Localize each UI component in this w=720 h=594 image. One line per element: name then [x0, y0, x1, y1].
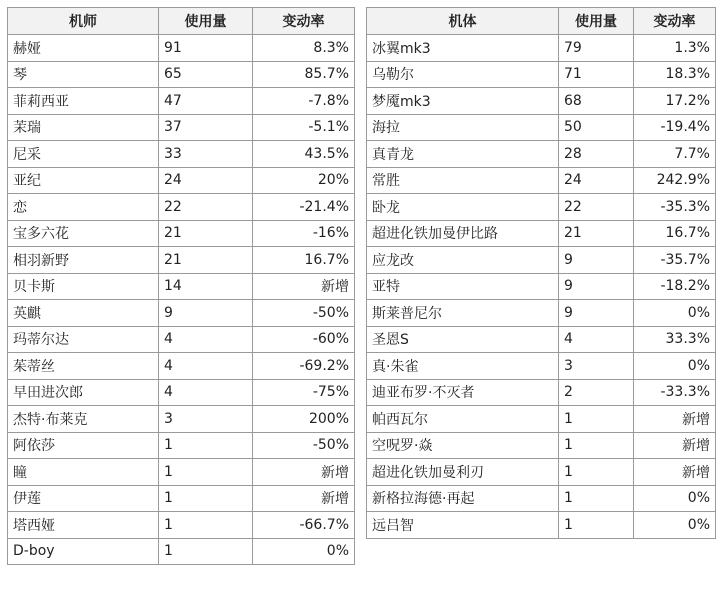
table-row [367, 88, 716, 115]
table-row [367, 485, 716, 512]
name-cell: 卧龙 [367, 194, 559, 221]
usage-cell: 3 [559, 353, 634, 380]
name-cell: 相羽新野 [8, 247, 159, 274]
name-cell: 茱蒂丝 [8, 353, 159, 380]
name-cell: 玛蒂尔达 [8, 326, 159, 353]
name-cell: 常胜 [367, 167, 559, 194]
table-row [367, 406, 716, 433]
table-row [367, 194, 716, 221]
name-cell: 应龙改 [367, 247, 559, 274]
usage-cell: 1 [159, 485, 253, 512]
usage-cell: 1 [159, 512, 253, 539]
name-cell: 菲莉西亚 [8, 88, 159, 115]
change-cell: 8.3% [253, 35, 355, 62]
name-cell: 超进化铁加曼利刃 [367, 459, 559, 486]
name-cell: 乌勒尔 [367, 61, 559, 88]
table-row [367, 379, 716, 406]
change-cell: 0% [634, 353, 716, 380]
table-row [367, 167, 716, 194]
table-row [8, 379, 355, 406]
name-cell: 空呪罗·焱 [367, 432, 559, 459]
usage-cell: 21 [159, 220, 253, 247]
name-cell: 冰翼mk3 [367, 35, 559, 62]
change-cell: 新增 [634, 432, 716, 459]
change-cell: -7.8% [253, 88, 355, 115]
change-cell: -66.7% [253, 512, 355, 539]
name-cell: 远吕智 [367, 512, 559, 539]
name-cell: 恋 [8, 194, 159, 221]
change-cell: 1.3% [634, 35, 716, 62]
change-cell: 18.3% [634, 61, 716, 88]
usage-cell: 21 [559, 220, 634, 247]
name-cell: 尼采 [8, 141, 159, 168]
table-row [8, 88, 355, 115]
name-cell: 伊莲 [8, 485, 159, 512]
change-cell: 16.7% [634, 220, 716, 247]
usage-cell: 65 [159, 61, 253, 88]
change-cell: -69.2% [253, 353, 355, 380]
table-row [8, 35, 355, 62]
header-mech: 机体 [367, 8, 559, 35]
change-cell: 17.2% [634, 88, 716, 115]
table-row [8, 247, 355, 274]
name-cell: 超进化铁加曼伊比路 [367, 220, 559, 247]
change-cell: 85.7% [253, 61, 355, 88]
change-cell: -75% [253, 379, 355, 406]
table-row [8, 61, 355, 88]
change-cell: 16.7% [253, 247, 355, 274]
usage-cell: 14 [159, 273, 253, 300]
pilot-usage-table [7, 7, 355, 565]
usage-cell: 9 [159, 300, 253, 327]
table-row [8, 326, 355, 353]
usage-cell: 22 [559, 194, 634, 221]
name-cell: 贝卡斯 [8, 273, 159, 300]
table-row [367, 220, 716, 247]
change-cell: 0% [634, 512, 716, 539]
table-row [8, 141, 355, 168]
pilot-table-body [8, 35, 355, 565]
usage-cell: 1 [559, 406, 634, 433]
table-row [367, 273, 716, 300]
usage-cell: 47 [159, 88, 253, 115]
name-cell: 亚纪 [8, 167, 159, 194]
name-cell: 帕西瓦尔 [367, 406, 559, 433]
change-cell: 0% [634, 300, 716, 327]
change-cell: 242.9% [634, 167, 716, 194]
usage-cell: 33 [159, 141, 253, 168]
table-row [8, 194, 355, 221]
change-cell: -35.7% [634, 247, 716, 274]
change-cell: 新增 [634, 459, 716, 486]
name-cell: 茉瑞 [8, 114, 159, 141]
change-cell: 0% [634, 485, 716, 512]
usage-cell: 4 [159, 353, 253, 380]
table-row [8, 432, 355, 459]
table-row [367, 512, 716, 539]
change-cell: 200% [253, 406, 355, 433]
usage-cell: 4 [159, 326, 253, 353]
usage-cell: 24 [559, 167, 634, 194]
table-row [367, 459, 716, 486]
mech-table-body [367, 35, 716, 539]
usage-cell: 68 [559, 88, 634, 115]
usage-cell: 1 [559, 459, 634, 486]
change-cell: -16% [253, 220, 355, 247]
usage-cell: 1 [159, 459, 253, 486]
table-row [8, 512, 355, 539]
change-cell: -33.3% [634, 379, 716, 406]
name-cell: 真·朱雀 [367, 353, 559, 380]
usage-cell: 1 [559, 512, 634, 539]
table-row [8, 300, 355, 327]
change-cell: 43.5% [253, 141, 355, 168]
name-cell: 新格拉海德·再起 [367, 485, 559, 512]
usage-cell: 9 [559, 300, 634, 327]
name-cell: D-boy [8, 538, 159, 565]
usage-cell: 22 [159, 194, 253, 221]
table-row [367, 61, 716, 88]
table-row [367, 326, 716, 353]
name-cell: 英麒 [8, 300, 159, 327]
table-row [8, 167, 355, 194]
usage-cell: 71 [559, 61, 634, 88]
table-row [8, 538, 355, 565]
usage-cell: 24 [159, 167, 253, 194]
change-cell: -60% [253, 326, 355, 353]
usage-cell: 1 [159, 432, 253, 459]
name-cell: 亚特 [367, 273, 559, 300]
change-cell: -35.3% [634, 194, 716, 221]
table-row [367, 247, 716, 274]
change-cell: -50% [253, 300, 355, 327]
name-cell: 宝多六花 [8, 220, 159, 247]
name-cell: 早田进次郎 [8, 379, 159, 406]
header-pilot: 机师 [8, 8, 159, 35]
change-cell: -5.1% [253, 114, 355, 141]
usage-cell: 37 [159, 114, 253, 141]
header-usage: 使用量 [559, 8, 634, 35]
table-row [8, 485, 355, 512]
name-cell: 瞳 [8, 459, 159, 486]
change-cell: -50% [253, 432, 355, 459]
name-cell: 琴 [8, 61, 159, 88]
table-header-row [367, 8, 716, 35]
usage-cell: 1 [559, 485, 634, 512]
usage-cell: 2 [559, 379, 634, 406]
change-cell: 7.7% [634, 141, 716, 168]
name-cell: 阿依莎 [8, 432, 159, 459]
header-change: 变动率 [253, 8, 355, 35]
name-cell: 梦魇mk3 [367, 88, 559, 115]
change-cell: -19.4% [634, 114, 716, 141]
name-cell: 斯莱普尼尔 [367, 300, 559, 327]
table-row [367, 432, 716, 459]
change-cell: 新增 [253, 459, 355, 486]
change-cell: -18.2% [634, 273, 716, 300]
usage-cell: 79 [559, 35, 634, 62]
change-cell: -21.4% [253, 194, 355, 221]
usage-cell: 50 [559, 114, 634, 141]
table-row [367, 141, 716, 168]
change-cell: 0% [253, 538, 355, 565]
table-row [8, 220, 355, 247]
table-row [8, 114, 355, 141]
change-cell: 20% [253, 167, 355, 194]
usage-cell: 28 [559, 141, 634, 168]
table-row [367, 35, 716, 62]
name-cell: 真青龙 [367, 141, 559, 168]
usage-cell: 4 [559, 326, 634, 353]
usage-cell: 21 [159, 247, 253, 274]
name-cell: 圣恩S [367, 326, 559, 353]
name-cell: 塔西娅 [8, 512, 159, 539]
table-row [367, 353, 716, 380]
header-change: 变动率 [634, 8, 716, 35]
table-row [8, 353, 355, 380]
name-cell: 海拉 [367, 114, 559, 141]
table-row [8, 273, 355, 300]
table-row [8, 459, 355, 486]
name-cell: 赫娅 [8, 35, 159, 62]
table-row [367, 114, 716, 141]
name-cell: 迪亚布罗·不灭者 [367, 379, 559, 406]
change-cell: 新增 [634, 406, 716, 433]
change-cell: 新增 [253, 273, 355, 300]
change-cell: 新增 [253, 485, 355, 512]
table-row [367, 300, 716, 327]
table-header-row [8, 8, 355, 35]
usage-cell: 9 [559, 247, 634, 274]
usage-cell: 9 [559, 273, 634, 300]
header-usage: 使用量 [159, 8, 253, 35]
usage-cell: 1 [559, 432, 634, 459]
usage-cell: 4 [159, 379, 253, 406]
usage-cell: 91 [159, 35, 253, 62]
usage-cell: 3 [159, 406, 253, 433]
name-cell: 杰特·布莱克 [8, 406, 159, 433]
mech-usage-table [366, 7, 716, 539]
usage-cell: 1 [159, 538, 253, 565]
change-cell: 33.3% [634, 326, 716, 353]
table-row [8, 406, 355, 433]
